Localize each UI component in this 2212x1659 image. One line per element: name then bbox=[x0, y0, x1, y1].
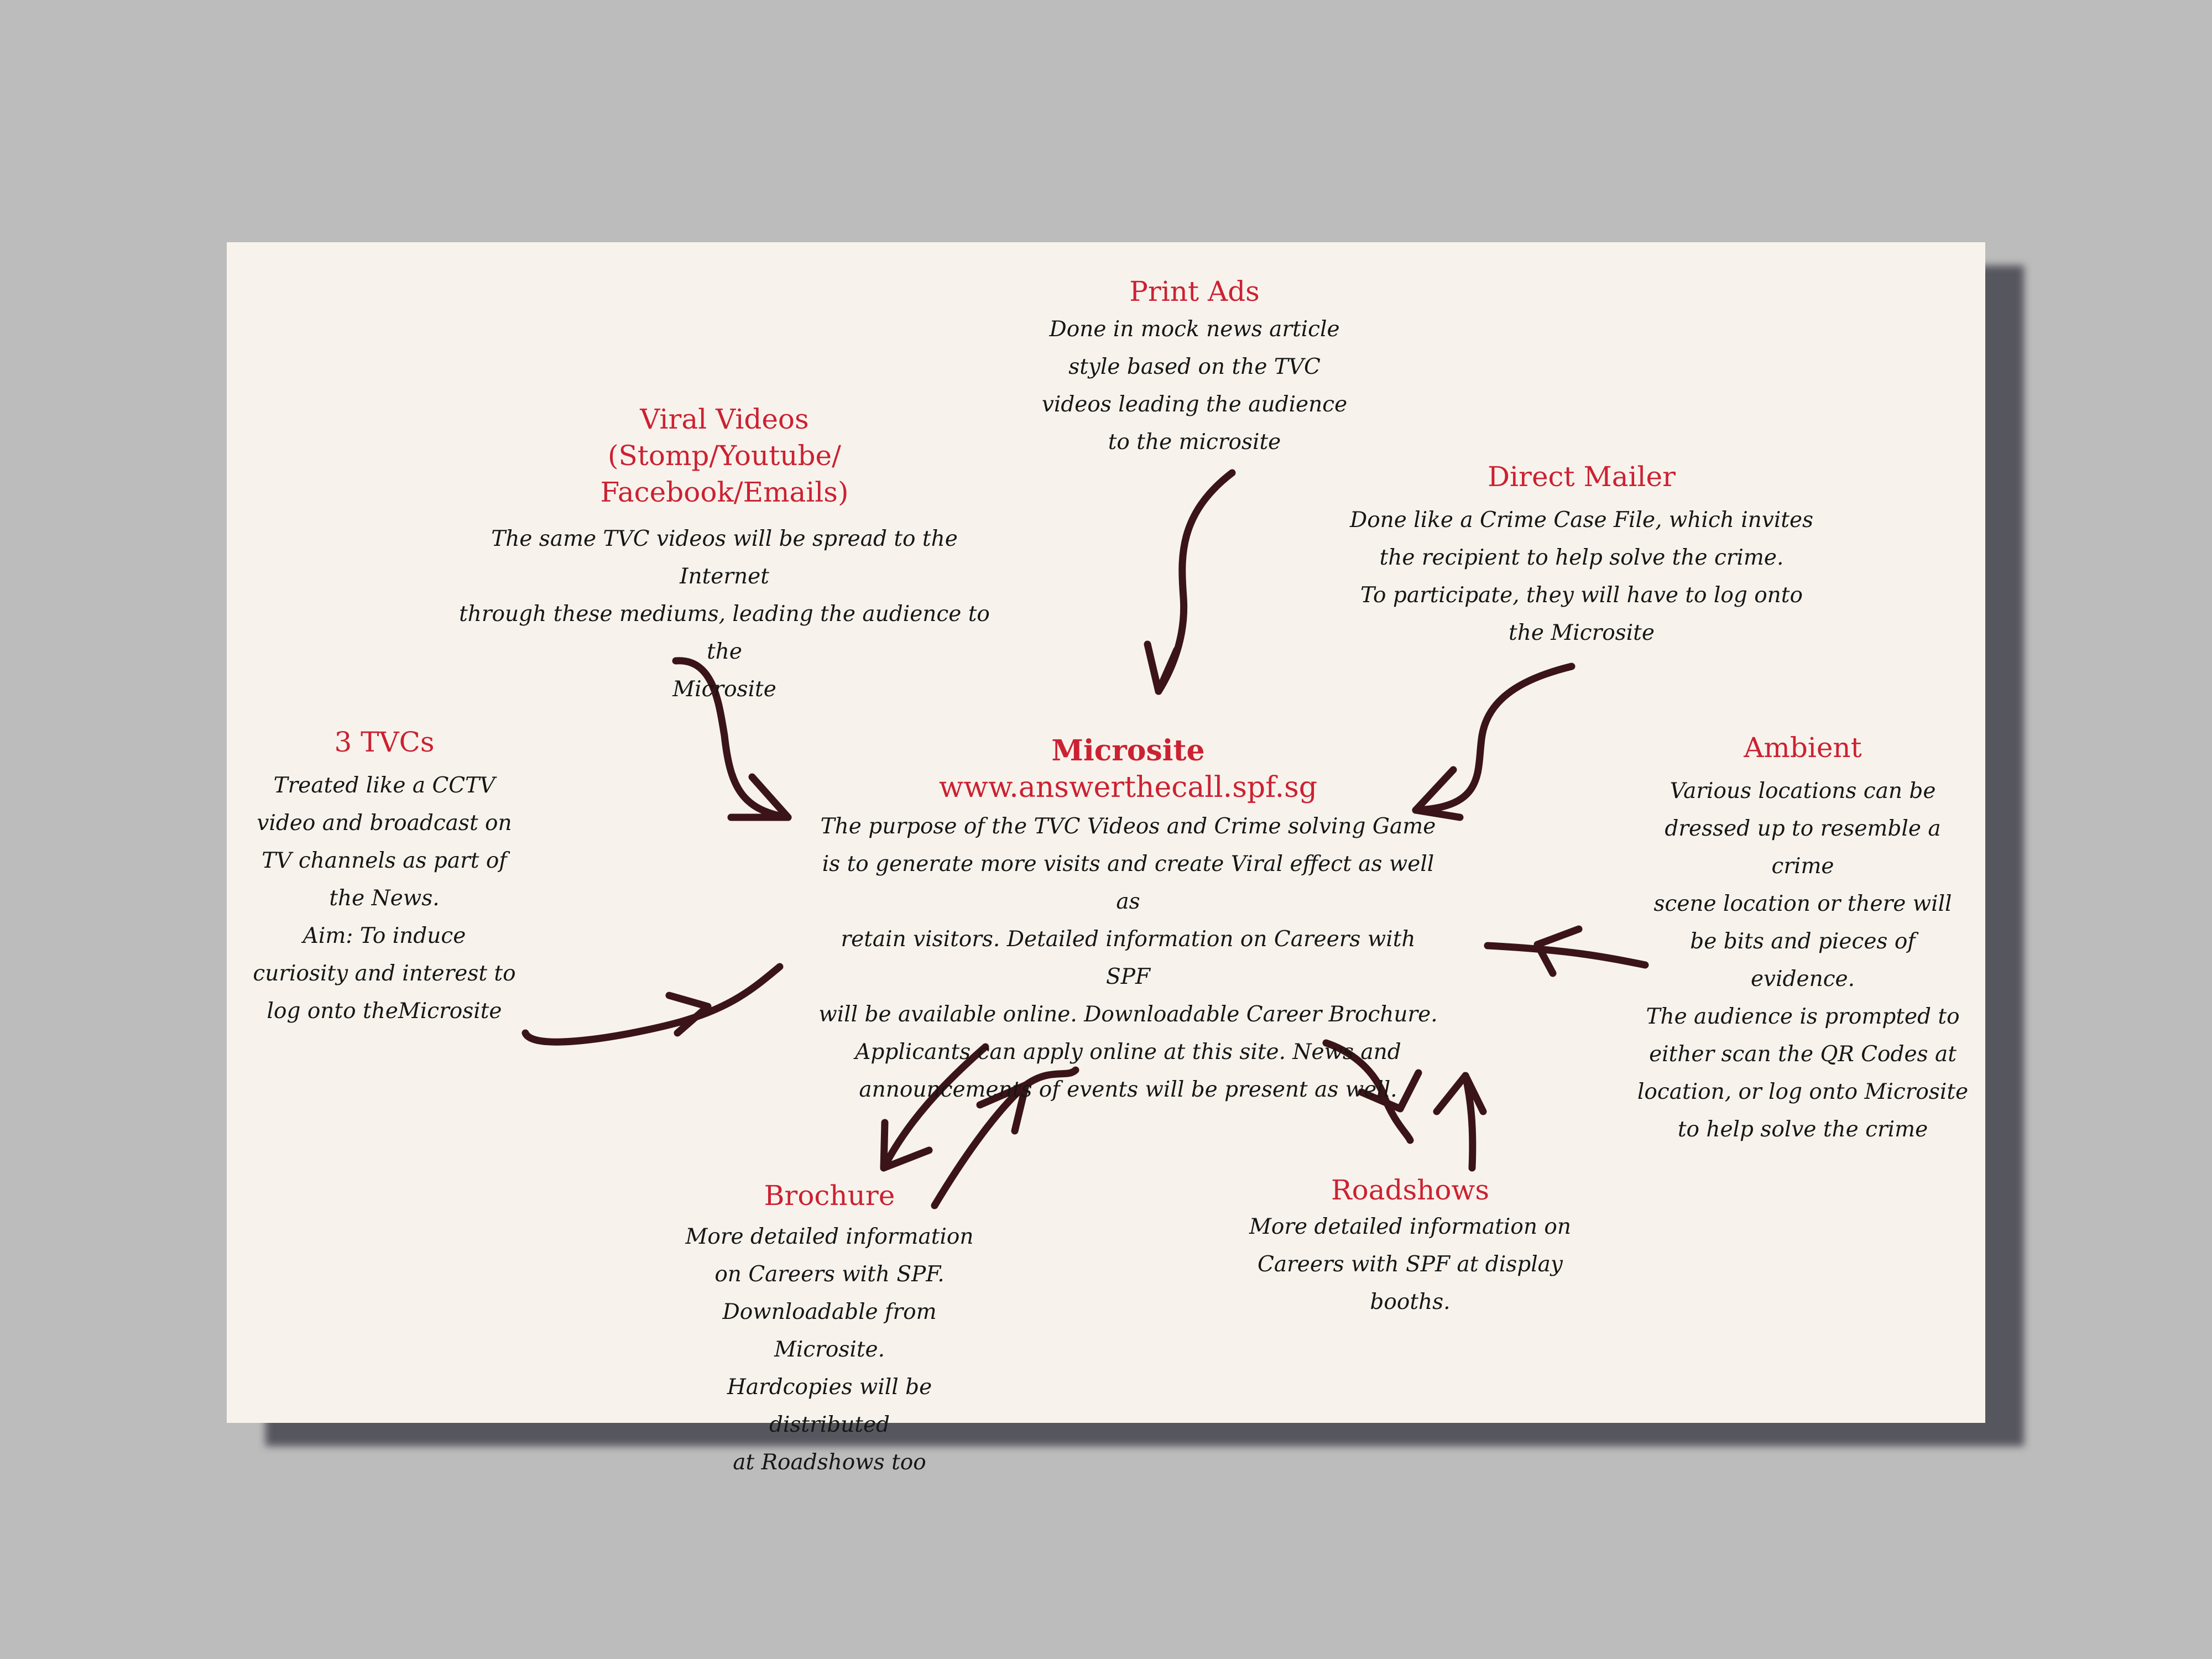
print-ads-text: Done in mock news article style based on the TVC videos leading the audience to the microsite bbox=[1041, 317, 1348, 455]
microsite-node bbox=[818, 733, 1438, 1109]
arrow-tvcs-to-microsite bbox=[525, 967, 780, 1042]
roadshows-node bbox=[1217, 1172, 1604, 1321]
viral-videos-title-line-2: (Stomp/Youtube/ bbox=[608, 440, 841, 472]
roadshows-text: More detailed information on Careers with SPF at display booths. bbox=[1249, 1214, 1571, 1314]
viral-videos-node bbox=[448, 401, 1001, 708]
tvcs-text: Treated like a CCTV video and broadcast on TV channels as part of the News. Aim: To induce curiosity and interest to log onto theMicrosite bbox=[253, 773, 516, 1024]
tvcs-title: 3 TVCs bbox=[334, 726, 435, 758]
direct-mailer-text: Done like a Crime Case File, which invites the recipient to help solve the crime. To participate, they will have to log onto the Microsite bbox=[1349, 508, 1814, 645]
tvcs-node bbox=[243, 724, 525, 1030]
arrowhead-tvcs bbox=[669, 995, 708, 1033]
microsite-text: The purpose of the TVC Videos and Crime solving Game is to generate more visits and create Viral effect as well as retain visitors. Detailed information on Careers with SPF will be available online. Downloadable Career Brochure. Applicants can apply online at this site. News and announcements of events will be present as well. bbox=[818, 814, 1438, 1102]
viral-videos-title-line-1: Viral Videos bbox=[640, 403, 809, 435]
direct-mailer-title: Direct Mailer bbox=[1487, 461, 1676, 493]
roadshows-title: Roadshows bbox=[1331, 1174, 1489, 1206]
arrowhead-printads bbox=[1147, 644, 1177, 691]
arrow-ambient-to-microsite bbox=[1488, 946, 1645, 965]
viral-videos-title-line-3: Facebook/Emails) bbox=[600, 476, 849, 508]
viral-videos-text: The same TVC videos will be spread to the Internet through these mediums, leading the audience to the Microsite bbox=[459, 526, 990, 702]
arrowhead-roadshows-to-microsite bbox=[1437, 1076, 1483, 1112]
print-ads-node bbox=[1001, 274, 1388, 461]
ambient-title: Ambient bbox=[1744, 732, 1862, 764]
brochure-node bbox=[669, 1178, 990, 1481]
direct-mailer-node bbox=[1349, 459, 1814, 652]
brochure-text: More detailed information on Careers with SPF. Downloadable from Microsite. Hardcopies will be distributed at Roadshows too bbox=[685, 1224, 974, 1475]
ambient-node bbox=[1637, 730, 1969, 1149]
ambient-text: Various locations can be dressed up to resemble a crime scene location or there will be bits and pieces of evidence. The audience is prompted to either scan the QR Codes at location, or log onto Microsite to help solve the crime bbox=[1637, 779, 1969, 1142]
print-ads-title: Print Ads bbox=[1129, 275, 1260, 307]
brochure-title: Brochure bbox=[764, 1180, 895, 1212]
microsite-url: www.answerthecall.spf.sg bbox=[938, 771, 1318, 804]
microsite-title: Microsite bbox=[1051, 734, 1205, 768]
